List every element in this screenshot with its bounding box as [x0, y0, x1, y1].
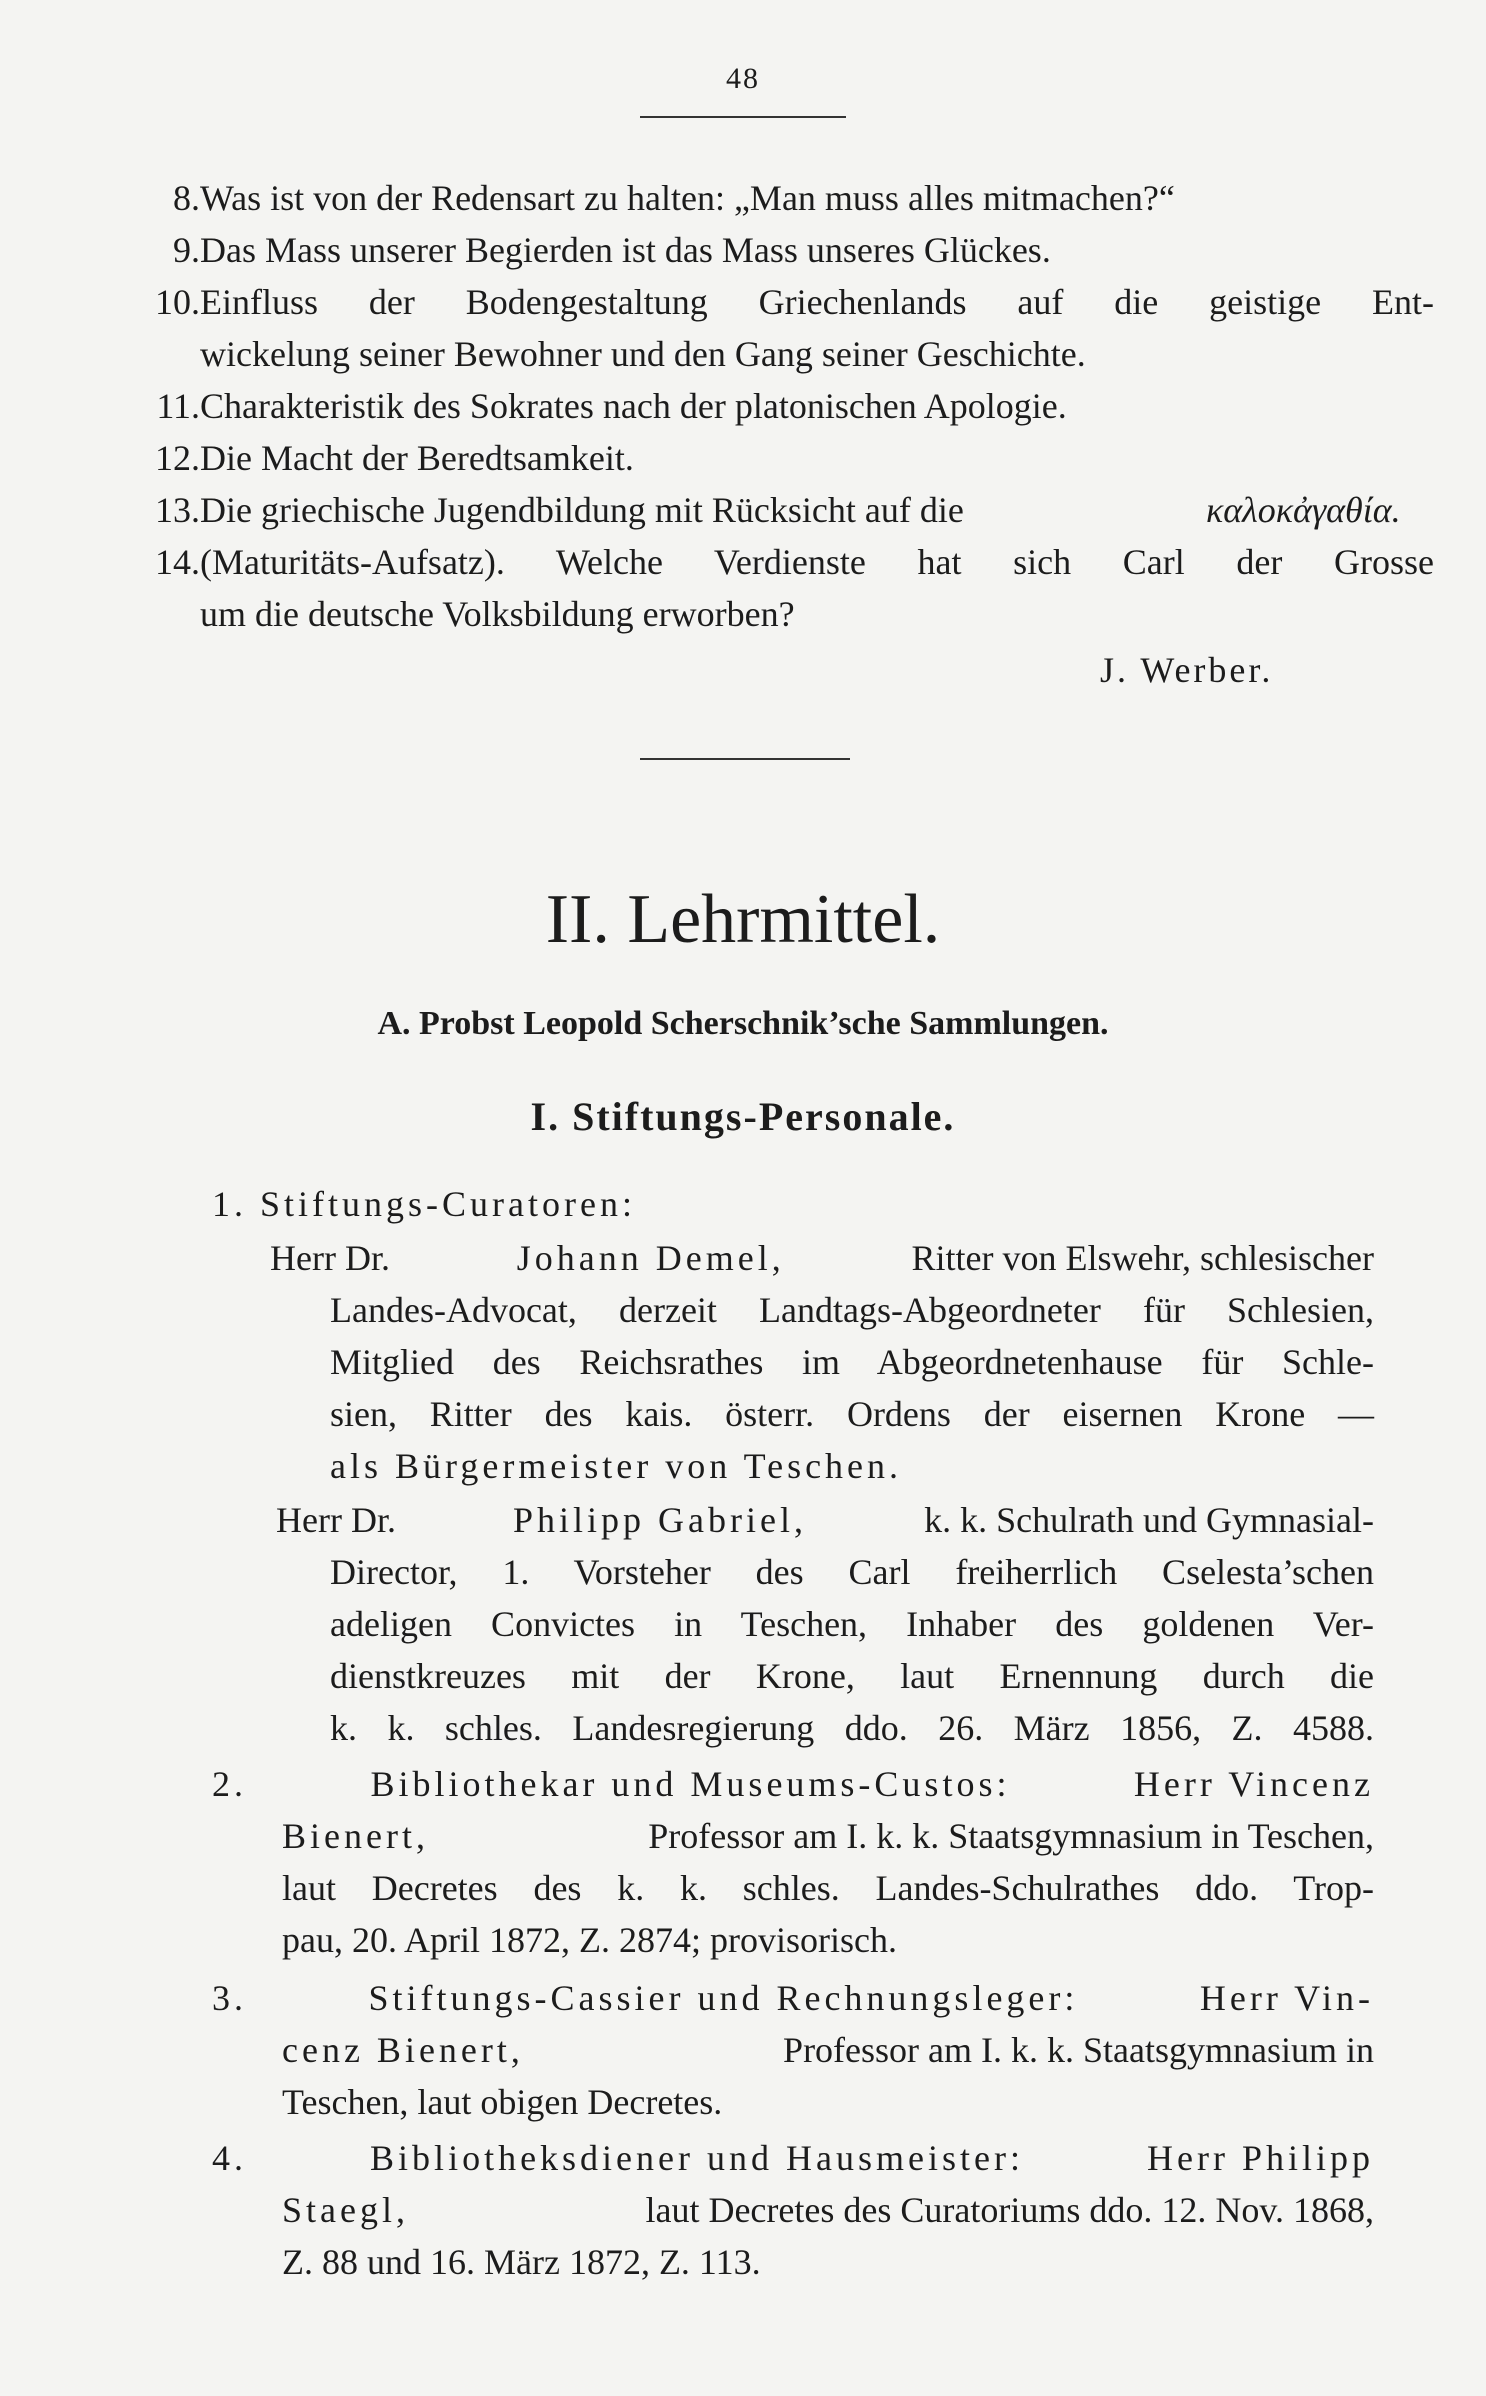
text-line: Director, 1. Vorsteher des Carl freiherrlich Cselesta’schen: [330, 1552, 1374, 1592]
text-line: cenz Bienert, Professor am I. k. k. Staatsgymnasium in: [282, 2024, 1374, 2076]
text-line: Landes-Advocat, derzeit Landtags-Abgeordneter für Schlesien,: [330, 1290, 1374, 1330]
page-number-rule: [640, 116, 846, 118]
list-item-text: Die griechische Jugendbildung mit Rücksicht auf die: [200, 490, 964, 530]
list-item-text: wickelung seiner Bewohner und den Gang seiner Geschichte.: [200, 334, 1086, 374]
entry-1-person-2-line-1: Herr Dr. Philipp Gabriel, k. k. Schulrath und Gymnasial-: [276, 1494, 1374, 1546]
text-line: Mitglied des Reichsrathes im Abgeordnetenhause für Schle-: [330, 1342, 1374, 1382]
text-line: adeligen Convictes in Teschen, Inhaber des goldenen Ver-: [330, 1604, 1374, 1644]
entry-title: Stiftungs-Cassier und Rechnungsleger:: [368, 1978, 1079, 2018]
person-name: Bienert,: [282, 1816, 429, 1856]
subsection-title-a: A. Probst Leopold Scherschnik’sche Sammlungen.: [377, 1005, 1109, 1042]
text-line: Z. 88 und 16. März 1872, Z. 113.: [282, 2242, 761, 2282]
entry-2-heading: 2. Bibliothekar und Museums-Custos: Herr Vincenz: [212, 1758, 1374, 1810]
section-title: II. Lehrmittel.: [545, 881, 941, 958]
text-line: dienstkreuzes mit der Krone, laut Ernennung durch die: [330, 1656, 1374, 1696]
list-item-text: (Maturitäts-Aufsatz). Welche Verdienste hat sich Carl der Grosse: [200, 542, 1434, 582]
text-line: Bienert, Professor am I. k. k. Staatsgymnasium in Teschen,: [282, 1810, 1374, 1862]
entry-title: Stiftungs-Curatoren:: [260, 1184, 636, 1224]
page-number: 48: [726, 62, 760, 95]
text-line: sien, Ritter des kais. österr. Ordens der eisernen Krone —: [330, 1394, 1374, 1434]
list-item-text: Die Macht der Beredtsamkeit.: [200, 438, 634, 478]
list-item-text: Charakteristik des Sokrates nach der platonischen Apologie.: [200, 386, 1067, 426]
text-line: k. k. schles. Landesregierung ddo. 26. März 1856, Z. 4588.: [330, 1708, 1374, 1748]
entry-4-heading: 4. Bibliotheksdiener und Hausmeister: Herr Philipp: [212, 2132, 1374, 2184]
person-name: Philipp Gabriel,: [513, 1500, 807, 1540]
text-line: Staegl, laut Decretes des Curatoriums ddo. 12. Nov. 1868,: [282, 2184, 1374, 2236]
list-item-text: Das Mass unserer Begierden ist das Mass unseres Glückes.: [200, 230, 1051, 270]
entry-3-heading: 3. Stiftungs-Cassier und Rechnungsleger: Herr Vin-: [212, 1972, 1374, 2024]
person-name: cenz Bienert,: [282, 2030, 524, 2070]
greek-word: καλοκἀγαθία.: [1206, 490, 1401, 530]
list-item-10: 10. Einfluss der Bodengestaltung Griechenlands auf die geistige Ent- wickelung seiner Bewohner und den Gang seiner Geschichte.: [130, 276, 1370, 380]
entry-number: 1.: [212, 1184, 247, 1224]
section-divider: [640, 758, 850, 760]
list-item-text: Was ist von der Redensart zu halten: „Man muss alles mitmachen?“: [200, 178, 1175, 218]
entry-1-person-1-line-1: Herr Dr. Johann Demel, Ritter von Elswehr, schlesischer: [270, 1232, 1374, 1284]
text-line: als Bürgermeister von Teschen.: [330, 1446, 903, 1486]
list-item-text: Einfluss der Bodengestaltung Griechenlands auf die geistige Ent-: [200, 282, 1434, 322]
entry-title: Bibliothekar und Museums-Custos:: [370, 1764, 1011, 1804]
list-item-14: 14. (Maturitäts-Aufsatz). Welche Verdienste hat sich Carl der Grosse um die deutsche Volksbildung erworben?: [130, 536, 1370, 640]
list-item-text: um die deutsche Volksbildung erworben?: [200, 594, 795, 634]
signature: J. Werber.: [1100, 650, 1274, 690]
entry-title: Bibliotheksdiener und Hausmeister:: [370, 2138, 1024, 2178]
person-name: Staegl,: [282, 2190, 409, 2230]
subsection-title-i: I. Stiftungs-Personale.: [530, 1094, 956, 1139]
text-line: pau, 20. April 1872, Z. 2874; provisorisch.: [282, 1920, 897, 1960]
entry-1-heading: [212, 1178, 636, 1230]
person-name: Johann Demel,: [516, 1238, 785, 1278]
book-page: 48 8. Was ist von der Redensart zu halten: „Man muss alles mitmachen?“ 9. Das Mass unserer Begierden ist das Mass unseres Glückes. 10. Einfluss der Bodengestaltung Griechenlands auf die geistige Ent- wickelung seiner Bewohner und den Gang seiner Geschichte. 11. Charakteristik des Sokrates nach der platonischen Apologie. 12. Die Macht der Beredtsamkeit. 13. Die griechische Jugendbildung mit Rücksicht auf die καλοκἀγαθία. 14. (Maturitäts-Aufsatz). Welche Verdienste hat sich Carl der Grosse um die deutsche Volksbildung erworben? J. Werber. II. Lehrmittel. A. Probst Leopold Scherschnik’sche Sammlungen. I. Stiftungs-Personale. 1. Stiftungs-Curatoren: Herr Dr. Johann Demel, Ritter von Elswehr, schlesischer Landes-Advocat, derzeit Landtags-Abgeordneter für Schlesien, Mitglied des Reichsrathes im Abgeordnetenhause für Schle- sien, Ritter des kais. österr. Ordens der eisernen Krone — als Bürgermeister von Teschen. Herr Dr. Philipp Gabriel, k. k. Schulrath und Gymnasial- Director, 1. Vorsteher des Carl freiherrlich Cselesta’schen adeligen Convictes in Teschen, Inhaber des goldenen Ver- dienstkreuzes mit der Krone, laut Ernennung durch die k. k. schles. Landesregierung ddo. 26. März 1856, Z. 4588. 2. Bibliothekar und Museums-Custos: Herr Vincenz Bienert, Professor am I. k. k. Staatsgymnasium in Teschen, laut Decretes des k. k. schles. Landes-Schulrathes ddo. Trop- pau, 20. April 1872, Z. 2874; provisorisch. 3. Stiftungs-Cassier und Rechnungsleger: Herr Vin- cenz Bienert, Professor am I. k. k. Staatsgymnasium in Teschen, laut obigen Decretes. 4. Bibliotheksdiener und Hausmeister: Herr Philipp Staegl, laut Decretes des Curatoriums ddo. 12. Nov. 1868, Z. 88 und 16. März 1872, Z. 113.: [0, 0, 1486, 2396]
text-line: Teschen, laut obigen Decretes.: [282, 2082, 723, 2122]
text-line: laut Decretes des k. k. schles. Landes-Schulrathes ddo. Trop-: [282, 1868, 1374, 1908]
